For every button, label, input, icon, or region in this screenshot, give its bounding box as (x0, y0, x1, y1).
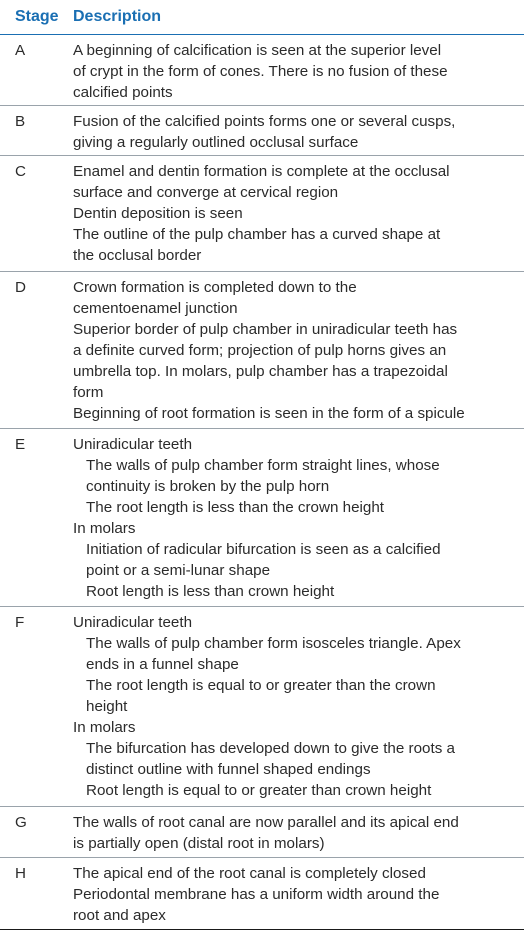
description-line: giving a regularly outlined occlusal surface (73, 134, 359, 151)
description-line: is partially open (distal root in molars) (73, 835, 325, 852)
description-line: Enamel and dentin formation is complete at the occlusal (73, 163, 450, 180)
description-line: height (86, 698, 128, 715)
description-cell (73, 429, 524, 606)
stage-cell: E (15, 436, 26, 453)
description-subheading: In molars (73, 719, 136, 736)
description-line: Root length is equal to or greater than crown height (86, 782, 432, 799)
description-cell (73, 106, 524, 155)
table-row (0, 858, 524, 930)
description-cell (73, 858, 524, 929)
description-line: Fusion of the calcified points forms one or several cusps, (73, 113, 456, 130)
table-body (0, 35, 524, 930)
description-line: The walls of pulp chamber form isosceles triangle. Apex (86, 635, 461, 652)
description-line: The walls of pulp chamber form straight lines, whose (86, 457, 440, 474)
stage-cell: A (15, 42, 26, 59)
stage-cell: D (15, 279, 26, 296)
description-line: The root length is less than the crown height (86, 499, 385, 516)
table-row (0, 35, 524, 106)
description-line: distinct outline with funnel shaped endings (86, 761, 371, 778)
description-line: The apical end of the root canal is completely closed (73, 865, 426, 882)
description-line: The root length is equal to or greater than the crown (86, 677, 436, 694)
description-cell (73, 807, 524, 857)
stage-cell: B (15, 113, 26, 130)
table-row (0, 807, 524, 858)
description-cell (73, 607, 524, 806)
description-line: Beginning of root formation is seen in the form of a spicule (73, 405, 465, 422)
description-line: Crown formation is completed down to the (73, 279, 357, 296)
stage-cell: F (15, 614, 25, 631)
description-cell (73, 35, 524, 105)
table-row (0, 607, 524, 807)
description-line: cementoenamel junction (73, 300, 238, 317)
description-line: The walls of root canal are now parallel and its apical end (73, 814, 459, 831)
description-subheading: Uniradicular teeth (73, 614, 193, 631)
description-cell (73, 156, 524, 271)
description-line: root and apex (73, 907, 166, 924)
description-line: continuity is broken by the pulp horn (86, 478, 330, 495)
header-stage: Stage (15, 8, 59, 25)
description-line: of crypt in the form of cones. There is no fusion of these (73, 63, 448, 80)
description-line: A beginning of calcification is seen at the superior level (73, 42, 442, 59)
stage-cell: H (15, 865, 26, 882)
description-cell (73, 272, 524, 428)
description-line: the occlusal border (73, 247, 202, 264)
description-line: calcified points (73, 84, 173, 101)
description-line: ends in a funnel shape (86, 656, 239, 673)
table-row (0, 429, 524, 607)
description-line: Initiation of radicular bifurcation is seen as a calcified (86, 541, 441, 558)
stage-cell: C (15, 163, 26, 180)
description-line: form (73, 384, 104, 401)
description-line: The outline of the pulp chamber has a curved shape at (73, 226, 441, 243)
description-line: Dentin deposition is seen (73, 205, 243, 222)
description-line: a definite curved form; projection of pulp horns gives an (73, 342, 447, 359)
description-line: point or a semi-lunar shape (86, 562, 271, 579)
table-row (0, 272, 524, 429)
stage-cell: G (15, 814, 27, 831)
description-line: Superior border of pulp chamber in uniradicular teeth has (73, 321, 458, 338)
description-line: Periodontal membrane has a uniform width around the (73, 886, 440, 903)
description-line: Root length is less than crown height (86, 583, 335, 600)
table-header (0, 0, 524, 35)
description-subheading: Uniradicular teeth (73, 436, 193, 453)
table-row (0, 156, 524, 272)
description-line: The bifurcation has developed down to give the roots a (86, 740, 455, 757)
header-description: Description (73, 8, 162, 25)
table-row (0, 106, 524, 156)
description-line: surface and converge at cervical region (73, 184, 339, 201)
description-subheading: In molars (73, 520, 136, 537)
description-line: umbrella top. In molars, pulp chamber has a trapezoidal (73, 363, 448, 380)
